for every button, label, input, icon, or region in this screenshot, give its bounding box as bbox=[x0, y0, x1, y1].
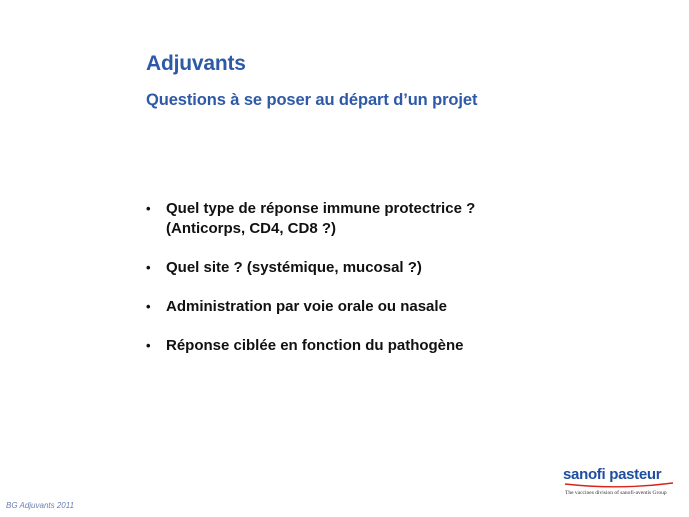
bullet-item bbox=[144, 336, 564, 356]
bullet-item bbox=[144, 258, 564, 278]
bullet-text: Réponse ciblée en fonction du pathogène bbox=[166, 337, 464, 354]
bullet-item bbox=[144, 297, 564, 317]
slide-subtitle: Questions à se poser au départ d’un projet bbox=[146, 91, 478, 109]
slide-title: Adjuvants bbox=[146, 52, 246, 75]
bullet-text: (Anticorps, CD4, CD8 ?) bbox=[166, 220, 337, 237]
bullet-text: Quel site ? (systémique, mucosal ?) bbox=[166, 259, 422, 276]
bullet-marker: • bbox=[146, 338, 151, 353]
footer-reference: BG Adjuvants 2011 bbox=[6, 501, 75, 510]
logo-wordmark: sanofi pasteur bbox=[563, 466, 662, 483]
bullet-item bbox=[144, 199, 564, 239]
sanofi-pasteur-logo bbox=[563, 466, 675, 502]
bullet-text: Administration par voie orale ou nasale bbox=[166, 298, 447, 315]
bullet-marker: • bbox=[146, 260, 151, 275]
logo-tagline: The vaccines division of sanofi-aventis Group bbox=[565, 490, 667, 496]
bullet-marker: • bbox=[146, 201, 151, 216]
logo-swoosh-icon bbox=[563, 481, 675, 489]
bullet-marker: • bbox=[146, 299, 151, 314]
bullet-text: Quel type de réponse immune protectrice ? bbox=[166, 200, 476, 217]
bullet-list bbox=[144, 199, 564, 356]
